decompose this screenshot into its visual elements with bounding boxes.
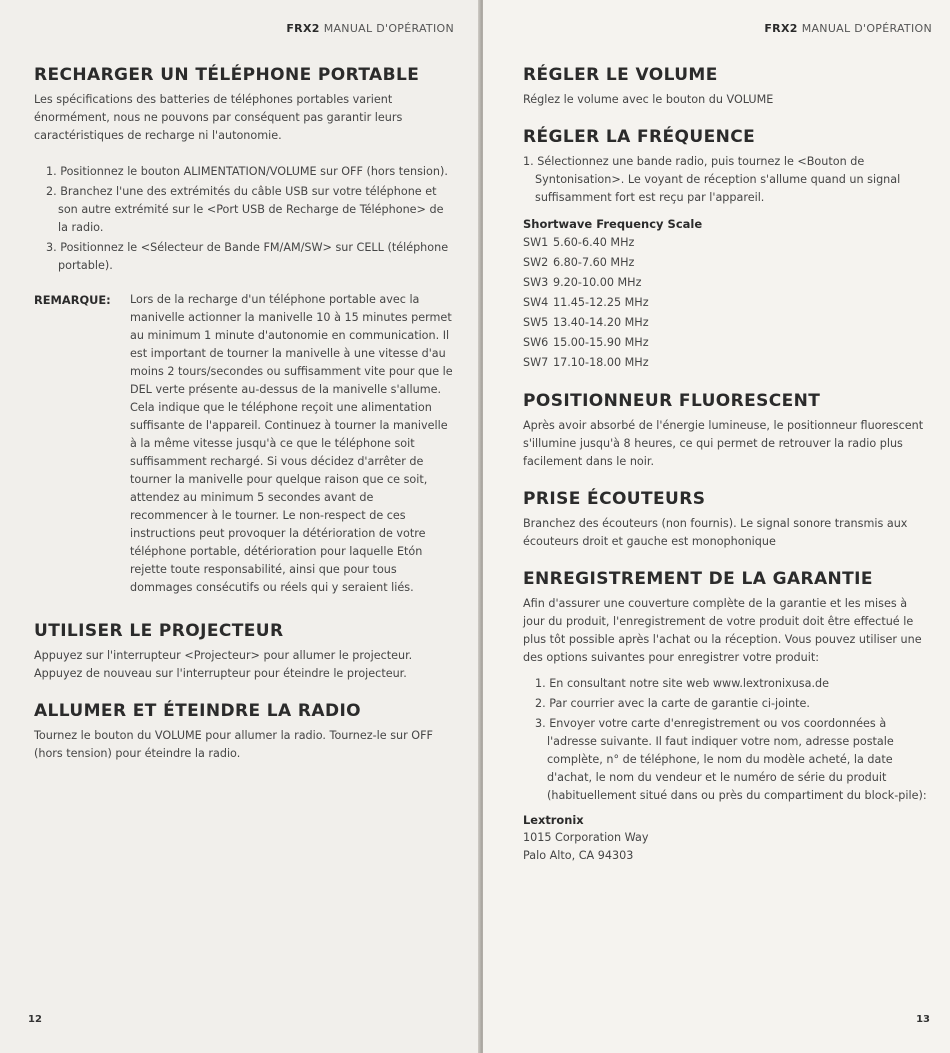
recharge-intro: Les spécifications des batteries de téléphones portables varient énormément, nous ne pouvons par conséquent pas garantir leurs caractéristiques de recharge ni l'autonomie. bbox=[34, 93, 403, 142]
list-item: 1. Positionnez le bouton ALIMENTATION/VOLUME sur OFF (hors tension). bbox=[46, 165, 448, 178]
volume-text: Réglez le volume avec le bouton du VOLUME bbox=[523, 93, 774, 106]
band-range: 9.20-10.00 MHz bbox=[553, 276, 642, 289]
list-item: 2. Par courrier avec la carte de garantie ci-jointe. bbox=[535, 697, 810, 710]
right-page bbox=[483, 0, 950, 1053]
address-street: 1015 Corporation Way bbox=[523, 831, 649, 844]
shortwave-row bbox=[523, 313, 932, 333]
band-code: SW2 bbox=[523, 256, 549, 269]
section-title-frequency: RÉGLER LA FRÉQUENCE bbox=[523, 127, 756, 147]
section-title-projector: UTILISER LE PROJECTEUR bbox=[34, 621, 284, 641]
running-header-left bbox=[34, 22, 454, 35]
section-title-fluorescent: POSITIONNEUR FLUORESCENT bbox=[523, 391, 821, 411]
projector-section bbox=[34, 621, 454, 683]
address-city: Palo Alto, CA 94303 bbox=[523, 849, 634, 862]
section-title-radio-power: ALLUMER ET ÉTEINDRE LA RADIO bbox=[34, 701, 362, 721]
section-title-recharge: RECHARGER UN TÉLÉPHONE PORTABLE bbox=[34, 65, 420, 85]
band-range: 13.40-14.20 MHz bbox=[553, 316, 649, 329]
band-range: 6.80-7.60 MHz bbox=[553, 256, 635, 269]
frequency-section bbox=[523, 127, 932, 373]
shortwave-row bbox=[523, 353, 932, 373]
band-code: SW4 bbox=[523, 296, 549, 309]
band-range: 11.45-12.25 MHz bbox=[553, 296, 649, 309]
headphones-section bbox=[523, 489, 932, 551]
shortwave-row bbox=[523, 233, 932, 253]
header-title: MANUAL D'OPÉRATION bbox=[801, 22, 932, 35]
section-title-headphones: PRISE ÉCOUTEURS bbox=[523, 489, 706, 509]
projector-text: Appuyez sur l'interrupteur <Projecteur> pour allumer le projecteur. Appuyez de nouveau sur l'interrupteur pour éteindre le projecteur. bbox=[34, 649, 413, 680]
remark-label: REMARQUE: bbox=[34, 293, 111, 307]
list-item: 3. Envoyer votre carte d'enregistrement ou vos coordonnées à l'adresse suivante. Il faut indiquer votre nom, adresse postale complète, n° de téléphone, le nom du modèle acheté, la date d'achat, le nom du vendeur et le numéro de série du produit (habituellement situé dans ou près du compartiment du block-pile): bbox=[535, 717, 927, 802]
shortwave-row bbox=[523, 293, 932, 313]
shortwave-row bbox=[523, 333, 932, 353]
section-title-warranty: ENREGISTREMENT DE LA GARANTIE bbox=[523, 569, 873, 589]
mailing-address bbox=[523, 811, 932, 865]
list-item: 3. Positionnez le <Sélecteur de Bande FM/AM/SW> sur CELL (téléphone portable). bbox=[46, 241, 449, 272]
header-title: MANUAL D'OPÉRATION bbox=[323, 22, 454, 35]
band-code: SW3 bbox=[523, 276, 549, 289]
radio-power-text: Tournez le bouton du VOLUME pour allumer la radio. Tournez-le sur OFF (hors tension) pour éteindre la radio. bbox=[34, 729, 433, 760]
radio-power-section bbox=[34, 701, 454, 763]
list-item: 2. Branchez l'une des extrémités du câble USB sur votre téléphone et son autre extrémité sur le <Port USB de Recharge de Téléphone> de la radio. bbox=[46, 185, 444, 234]
warranty-intro: Afin d'assurer une couverture complète de la garantie et les mises à jour du produit, l'enregistrement de votre produit doit être effectué le plus tôt possible après l'achat ou la réception. Vous pouvez utiliser une des options suivantes pour enregistrer votre produit: bbox=[523, 597, 922, 664]
headphones-text: Branchez des écouteurs (non fournis). Le signal sonore transmis aux écouteurs droit et gauche est monophonique bbox=[523, 517, 908, 548]
frequency-text: 1. Sélectionnez une bande radio, puis tournez le <Bouton de Syntonisation>. Le voyant de réception s'allume quand un signal suffisamment fort est reçu par l'appareil. bbox=[523, 155, 901, 204]
page-number-left: 12 bbox=[28, 1014, 42, 1025]
warranty-options bbox=[523, 675, 932, 805]
page-number-right: 13 bbox=[916, 1014, 930, 1025]
band-code: SW1 bbox=[523, 236, 549, 249]
band-code: SW7 bbox=[523, 356, 549, 369]
section-title-volume: RÉGLER LE VOLUME bbox=[523, 65, 718, 85]
band-code: SW6 bbox=[523, 336, 549, 349]
list-item: 1. En consultant notre site web www.lextronixusa.de bbox=[535, 677, 830, 690]
band-range: 15.00-15.90 MHz bbox=[553, 336, 649, 349]
volume-section bbox=[523, 65, 932, 109]
band-range: 5.60-6.40 MHz bbox=[553, 236, 635, 249]
recharge-steps bbox=[34, 163, 454, 275]
shortwave-row bbox=[523, 273, 932, 293]
remark-text: Lors de la recharge d'un téléphone portable avec la manivelle actionner la manivelle 10 à 15 minutes permet au minimum 1 minute d'autonomie en communication. Il est important de tourner la manivelle à une vitesse d'au moins 2 tours/secondes ou suffisamment vite pour que le DEL verte présente au-dessus de la manivelle s'allume. Cela indique que le téléphone reçoit une alimentation suffisante de l'appareil. Continuez à tourner la manivelle à la même vitesse jusqu'à ce que le téléphone soit suffisamment rechargé. Si vous décidez d'arrêter de tourner la manivelle pour quelque raison que ce soit, attendez au minimum 5 secondes avant de recommencer à le tourner. Le non-respect de ces instructions peut provoquer la détérioration de votre téléphone portable, détérioration pour laquelle Etón rejette toute responsabilité, ainsi que pour tous dommages consécutifs ou réels qui y seraient liés. bbox=[130, 293, 453, 594]
shortwave-scale-list bbox=[523, 233, 932, 373]
running-header-right bbox=[523, 22, 932, 35]
remark-block bbox=[34, 291, 454, 597]
header-brand: FRX2 bbox=[764, 22, 798, 35]
address-company: Lextronix bbox=[523, 813, 584, 827]
shortwave-scale-title: Shortwave Frequency Scale bbox=[523, 217, 703, 231]
header-brand: FRX2 bbox=[286, 22, 320, 35]
band-range: 17.10-18.00 MHz bbox=[553, 356, 649, 369]
warranty-section bbox=[523, 569, 932, 865]
fluorescent-section bbox=[523, 391, 932, 471]
band-code: SW5 bbox=[523, 316, 549, 329]
fluorescent-text: Après avoir absorbé de l'énergie lumineuse, le positionneur fluorescent s'illumine jusqu'à 8 heures, ce qui permet de retrouver la radio plus facilement dans le noir. bbox=[523, 419, 924, 468]
recharge-section bbox=[34, 65, 454, 597]
shortwave-row bbox=[523, 253, 932, 273]
